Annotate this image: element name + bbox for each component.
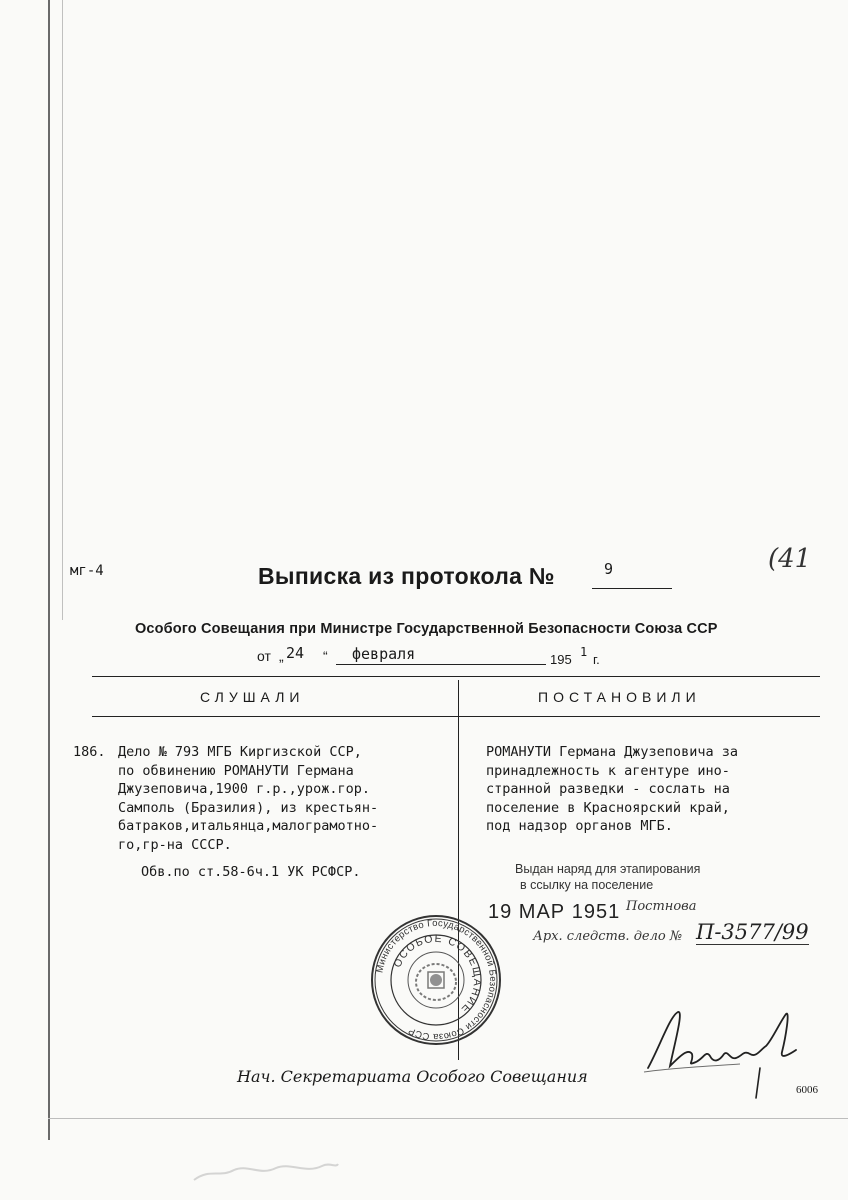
seal-outer-text: Министерство Государственной Безопасности Союза ССР (374, 917, 499, 1043)
date-underline (336, 664, 546, 665)
date-year-prefix: 195 (550, 652, 572, 667)
form-code: мг-4 (70, 563, 104, 579)
protocol-number: 9 (592, 560, 672, 589)
stamp-line-2: в ссылку на поселение (520, 878, 654, 892)
decided-text: РОМАНУТИ Германа Джузеповича за принадлежность к агентуре ино- странной разведки - сослать на поселение в Красноярский край, под надзор органов МГБ. (486, 744, 738, 834)
archive-sheet-mark: (41 (768, 544, 812, 574)
date-quote-close: “ (323, 648, 328, 664)
heard-text: Дело № 793 МГБ Киргизской ССР, по обвинению РОМАНУТИ Германа Джузеповича,1900 г.р.,урож.гор. Самполь (Бразилия), из крестьян- батраков,итальянца,малограмотно- го,гр-на СССР. (118, 744, 379, 853)
faded-handwriting-mark-icon (190, 1150, 340, 1190)
stamp-signed-name: Постнова (626, 899, 697, 914)
charge-text: Обв.по ст.58-6ч.1 УК РСФСР. (141, 864, 361, 880)
stamp-date: 19 МАР 1951 (488, 901, 621, 923)
signatory-title: Нач. Секретариата Особого Совещания (237, 1067, 588, 1086)
table-top-rule (92, 676, 820, 677)
page-code: 6006 (796, 1084, 818, 1096)
date-year-digit: 1 (580, 645, 588, 659)
document-subtitle: Особого Совещания при Министре Государственной Безопасности Союза ССР (135, 621, 718, 637)
document-title: Выписка из протокола № (258, 563, 555, 589)
handwritten-signature-icon (640, 1006, 800, 1102)
official-seal-icon (368, 912, 504, 1048)
case-number: 186. (73, 744, 106, 760)
column-header-decided: ПОСТАНОВИЛИ (538, 689, 701, 705)
archive-case-number: П-3577/99 (696, 920, 809, 944)
column-header-heard: СЛУШАЛИ (200, 689, 305, 705)
date-suffix: г. (593, 652, 600, 667)
date-prefix: от (257, 648, 271, 664)
date-month: февраля (352, 645, 416, 663)
seal-inner-text: ОСОБОЕ СОВЕЩАНИЕ (391, 932, 484, 1017)
archive-case-label: Арх. следств. дело № (533, 929, 683, 944)
page-bottom-edge (48, 1118, 848, 1119)
date-quote-open: „ (279, 648, 284, 664)
page-edge-line (62, 0, 63, 620)
date-day: 24 (286, 644, 305, 662)
stamp-line-1: Выдан наряд для этапирования (515, 862, 701, 876)
page-edge-shadow (48, 0, 50, 1140)
table-header-rule (92, 716, 820, 717)
